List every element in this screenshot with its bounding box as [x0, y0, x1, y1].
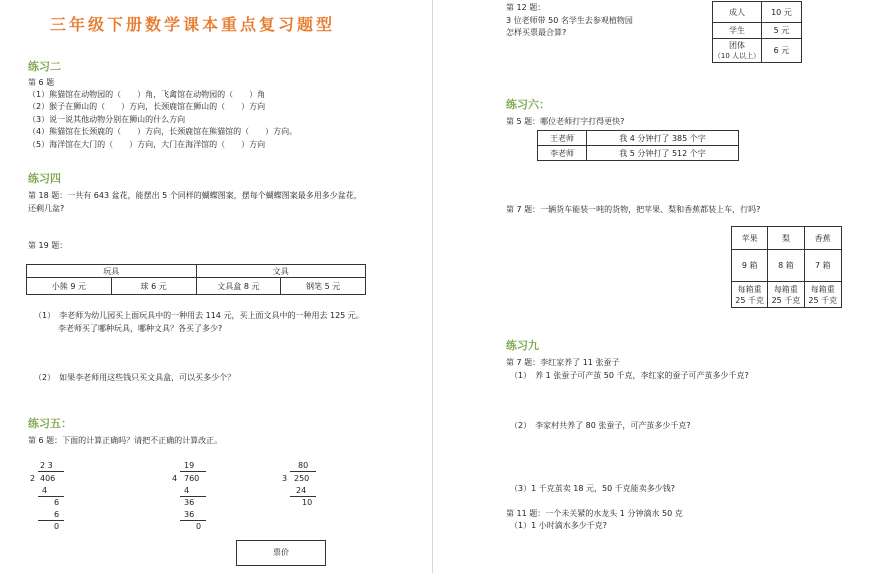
step: 36: [184, 498, 195, 507]
teacher-claim: 我 4 分钟打了 385 个字: [587, 131, 739, 146]
q6-line-3: （3）说一说其他动物分别在狮山的什么方向: [28, 115, 186, 124]
step-line: [290, 496, 316, 497]
weight-label: 每箱重: [737, 284, 762, 294]
q19-label: 第 19 题：: [28, 241, 68, 250]
quotient: 19: [184, 461, 195, 470]
teacher-name: 王老师: [538, 131, 587, 146]
q11-part-1: （1）1 小时滴水多少千克?: [510, 521, 607, 530]
weight-label: 每箱重: [773, 284, 798, 294]
toy-header: 玩具: [27, 265, 197, 278]
quotient: 80: [298, 461, 309, 470]
group-note: （10 人以上）: [713, 52, 761, 60]
step: 6: [54, 510, 60, 519]
price-value: 6 元: [761, 39, 801, 63]
division-bar: [38, 471, 64, 472]
step-line: [180, 520, 206, 521]
divisor: 3: [282, 474, 288, 483]
ticket-price-table: [712, 1, 802, 63]
fruit-header: 香蕉: [804, 227, 841, 250]
q7-prompt: 第 7 题：一辆货车能装一吨的货物，把苹果、梨和香蕉都装上车，行吗?: [506, 205, 761, 214]
q7-part-2: （2） 李家村共养了 80 张蚕子，可产茧多少千克?: [510, 421, 691, 430]
stationery-header: 文具: [196, 265, 366, 278]
fruit-weight: [804, 282, 841, 308]
table-cell: 小熊 9 元: [27, 278, 112, 295]
q6-calc-prompt: 第 6 题：下面的计算正确吗？请把不正确的计算改正。: [28, 436, 223, 445]
q6-line-1: （1）熊猫馆在动物园的（ ）角，飞禽馆在动物园的（ ）角: [28, 90, 266, 99]
q6-line-4: （4）熊猫馆在长颈鹿的（ ）方向，长颈鹿馆在熊猫馆的（ ）方向。: [28, 127, 298, 136]
q11-prompt: 第 11 题：一个未关紧的水龙头 1 分钟滴水 50 克: [506, 509, 683, 518]
q19-part-1-line-1: （1） 李老师为幼儿园买上面玩具中的一种用去 114 元，买上面文具中的一种用去 125 元。: [34, 311, 364, 320]
step-line: [180, 496, 206, 497]
typing-table: [537, 130, 739, 161]
section-heading-9: 练习九: [506, 339, 539, 352]
weight-value: 25 千克: [735, 295, 765, 305]
step-line: [38, 520, 64, 521]
fruit-boxes: 7 箱: [804, 250, 841, 282]
step: 6: [54, 498, 60, 507]
price-type: 成人: [713, 2, 762, 23]
q6-line-2: （2）猴子在狮山的（ ）方向，长颈鹿馆在狮山的（ ）方向: [28, 102, 266, 111]
q7-part-3: （3）1 千克茧卖 18 元，50 千克能卖多少钱?: [510, 484, 675, 493]
weight-value: 25 千克: [771, 295, 801, 305]
price-type-group: [713, 39, 762, 63]
step: 4: [184, 486, 190, 495]
weight-value: 25 千克: [808, 295, 838, 305]
quotient: 2 3: [40, 461, 53, 470]
q18-line-2: 还剩几盆?: [28, 204, 65, 213]
section-heading-6: 练习六：: [506, 98, 550, 111]
section-heading-2: 练习二: [28, 60, 61, 73]
q12-line-2: 怎样买票最合算?: [506, 28, 567, 37]
fruit-weight: [768, 282, 804, 308]
divisor: 2: [30, 474, 36, 483]
remainder: 0: [54, 522, 60, 531]
table-cell: 球 6 元: [111, 278, 196, 295]
q6-label: 第 6 题: [28, 78, 55, 87]
price-value: 5 元: [761, 23, 801, 39]
dividend: 406: [40, 474, 56, 483]
page-divider: [432, 0, 433, 573]
dividend: 250: [294, 474, 310, 483]
teacher-name: 李老师: [538, 146, 587, 161]
group-label: 团体: [728, 41, 745, 50]
remainder: 0: [196, 522, 202, 531]
weight-label: 每箱重: [810, 284, 835, 294]
step: 36: [184, 510, 195, 519]
step: 4: [42, 486, 48, 495]
toy-stationery-table: [26, 264, 366, 295]
dividend: 760: [184, 474, 200, 483]
q12-line-1: 3 位老师带 50 名学生去参观植物园: [506, 16, 633, 25]
q7-silkworm: 第 7 题：李红家养了 11 张蚕子: [506, 358, 620, 367]
fruit-boxes: 9 箱: [732, 250, 768, 282]
q6-line-5: （5）海洋馆在大门的（ ）方向，大门在海洋馆的（ ）方向: [28, 140, 266, 149]
q19-part-2: （2） 如果李老师用这些钱只买文具盒，可以买多少个？: [34, 373, 236, 382]
page-title: 三年级下册数学课本重点复习题型: [50, 15, 336, 34]
q12-label: 第 12 题：: [506, 3, 546, 12]
fruit-weight: [732, 282, 768, 308]
divisor: 4: [172, 474, 178, 483]
fruit-boxes: 8 箱: [768, 250, 804, 282]
q19-part-1-line-2: 李老师买了哪种玩具，哪种文具？各买了多少?: [58, 324, 223, 333]
price-type: 学生: [713, 23, 762, 39]
q5-prompt: 第 5 题：哪位老师打字打得更快?: [506, 117, 625, 126]
ticket-price-box: 票价: [236, 540, 326, 566]
step: 24: [296, 486, 307, 495]
section-heading-5: 练习五：: [28, 417, 72, 430]
q7-part-1: （1） 养 1 张蚕子可产茧 50 千克，李红家的蚕子可产茧多少千克?: [510, 371, 749, 380]
table-cell: 钢笔 5 元: [281, 278, 366, 295]
fruit-table: [731, 226, 842, 308]
price-value: 10 元: [761, 2, 801, 23]
remainder: 10: [302, 498, 313, 507]
table-cell: 文具盒 8 元: [196, 278, 281, 295]
division-bar: [180, 471, 206, 472]
q18-line-1: 第 18 题：一共有 643 盆花，能摆出 5 个同样的蝴蝶图案，摆每个蝴蝶图案最多用多少盆花，: [28, 191, 362, 200]
fruit-header: 苹果: [732, 227, 768, 250]
step-line: [38, 496, 64, 497]
section-heading-4: 练习四: [28, 172, 61, 185]
division-bar: [290, 471, 316, 472]
teacher-claim: 我 5 分钟打了 512 个字: [587, 146, 739, 161]
fruit-header: 梨: [768, 227, 804, 250]
